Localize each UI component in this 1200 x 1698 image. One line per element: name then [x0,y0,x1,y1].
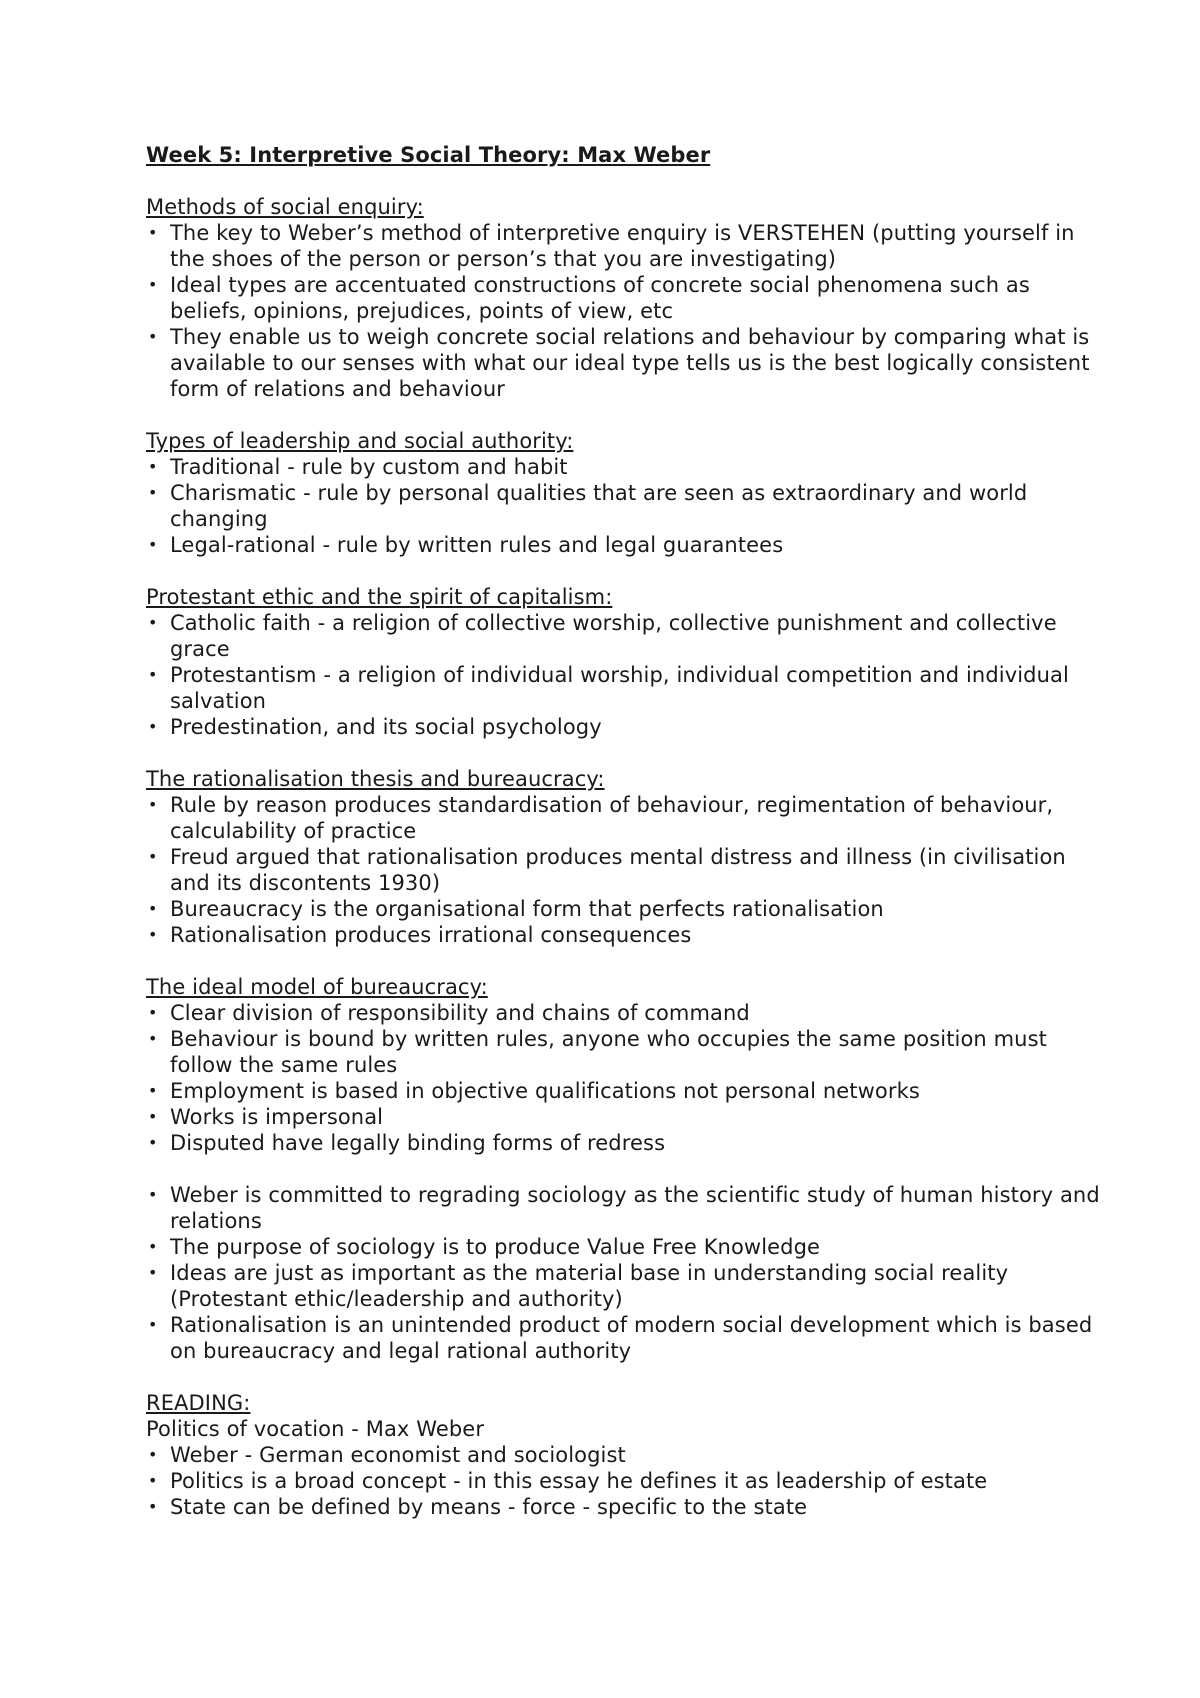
bullet-list [146,454,1100,558]
section-ideal-bureaucracy [146,974,1100,1156]
list-item-text: Catholic faith - a religion of collective worship, collective punishment and collective grace [170,611,1057,661]
list-item-text: Behaviour is bound by written rules, anyone who occupies the same position must follow the same rules [170,1027,1047,1077]
list-item-text: Rationalisation produces irrational consequences [170,923,692,947]
list-item-text: They enable us to weigh concrete social relations and behaviour by comparing what is available to our senses with what our ideal type tells us is the best logically consistent form of relations and behaviour [170,325,1090,401]
bullet-icon: • [148,1133,158,1152]
list-item-text: Disputed have legally binding forms of redress [170,1131,666,1155]
bullet-icon: • [148,925,158,944]
list-item [146,1260,1100,1312]
list-item [146,1494,1100,1520]
list-item [146,272,1100,324]
bullet-icon: • [148,613,158,632]
list-item [146,1182,1100,1234]
list-item [146,610,1100,662]
section-reading [146,1390,1100,1520]
bullet-icon: • [148,1081,158,1100]
bullet-icon: • [148,1107,158,1126]
bullet-list [146,220,1100,402]
bullet-icon: • [148,1315,158,1334]
reading-heading: READING: [146,1391,251,1415]
section-heading: Methods of social enquiry: [146,195,424,219]
bullet-icon: • [148,1185,158,1204]
list-item-text: Politics is a broad concept - in this essay he defines it as leadership of estate [170,1469,988,1493]
list-item [146,454,1100,480]
bullet-icon: • [148,665,158,684]
bullet-icon: • [148,327,158,346]
list-item [146,220,1100,272]
reading-subtitle: Politics of vocation - Max Weber [146,1417,485,1441]
list-item-text: Ideas are just as important as the material base in understanding social reality (Protestant ethic/leadership and authority) [170,1261,1009,1311]
list-item [146,1130,1100,1156]
bullet-icon: • [148,847,158,866]
list-item-text: Rationalisation is an unintended product of modern social development which is based on bureaucracy and legal rational authority [170,1313,1093,1363]
list-item [146,1026,1100,1078]
list-item [146,1000,1100,1026]
section-heading: The rationalisation thesis and bureaucracy: [146,767,605,791]
bullet-icon: • [148,1029,158,1048]
list-item [146,1078,1100,1104]
bullet-icon: • [148,223,158,242]
list-item-text: Predestination, and its social psychology [170,715,602,739]
bullet-list [146,610,1100,740]
bullet-icon: • [148,1237,158,1256]
list-item [146,792,1100,844]
bullet-icon: • [148,1003,158,1022]
bullet-icon: • [148,717,158,736]
list-item [146,532,1100,558]
list-item-text: Protestantism - a religion of individual worship, individual competition and individual salvation [170,663,1069,713]
list-item [146,714,1100,740]
list-item-text: The purpose of sociology is to produce Value Free Knowledge [170,1235,821,1259]
list-item [146,1234,1100,1260]
list-item-text: Bureaucracy is the organisational form that perfects rationalisation [170,897,884,921]
section-heading: The ideal model of bureaucracy: [146,975,488,999]
bullet-icon: • [148,535,158,554]
section-heading: Protestant ethic and the spirit of capitalism: [146,585,613,609]
list-item-text: Charismatic - rule by personal qualities that are seen as extraordinary and world changing [170,481,1028,531]
list-item-text: Weber is committed to regrading sociology as the scientific study of human history and relations [170,1183,1100,1233]
list-item [146,480,1100,532]
list-item-text: Freud argued that rationalisation produces mental distress and illness (in civilisation and its discontents 1930) [170,845,1066,895]
section-summary [146,1182,1100,1364]
list-item [146,844,1100,896]
section-rationalisation [146,766,1100,948]
list-item [146,1312,1100,1364]
list-item [146,1104,1100,1130]
bullet-icon: • [148,1497,158,1516]
bullet-icon: • [148,1445,158,1464]
bullet-icon: • [148,483,158,502]
list-item-text: Traditional - rule by custom and habit [170,455,568,479]
list-item [146,1442,1100,1468]
bullet-icon: • [148,1263,158,1282]
section-methods [146,194,1100,402]
bullet-list [146,1182,1100,1364]
section-heading: Types of leadership and social authority: [146,429,574,453]
bullet-icon: • [148,795,158,814]
list-item [146,324,1100,402]
bullet-list [146,1000,1100,1156]
bullet-icon: • [148,1471,158,1490]
list-item-text: Weber - German economist and sociologist [170,1443,626,1467]
section-protestant-ethic [146,584,1100,740]
list-item [146,922,1100,948]
list-item-text: Rule by reason produces standardisation of behaviour, regimentation of behaviour, calculability of practice [170,793,1054,843]
section-leadership [146,428,1100,558]
document-title: Week 5: Interpretive Social Theory: Max Weber [146,143,711,167]
bullet-list [146,1442,1100,1520]
bullet-icon: • [148,275,158,294]
list-item-text: Employment is based in objective qualifications not personal networks [170,1079,920,1103]
list-item-text: Ideal types are accentuated constructions of concrete social phenomena such as beliefs, opinions, prejudices, points of view, etc [170,273,1030,323]
bullet-icon: • [148,457,158,476]
list-item-text: The key to Weber’s method of interpretive enquiry is VERSTEHEN (putting yourself in the shoes of the person or person’s that you are investigating) [170,221,1075,271]
list-item [146,1468,1100,1494]
list-item-text: State can be defined by means - force - specific to the state [170,1495,808,1519]
list-item-text: Works is impersonal [170,1105,384,1129]
bullet-icon: • [148,899,158,918]
list-item-text: Legal-rational - rule by written rules and legal guarantees [170,533,784,557]
bullet-list [146,792,1100,948]
list-item-text: Clear division of responsibility and chains of command [170,1001,750,1025]
list-item [146,662,1100,714]
list-item [146,896,1100,922]
